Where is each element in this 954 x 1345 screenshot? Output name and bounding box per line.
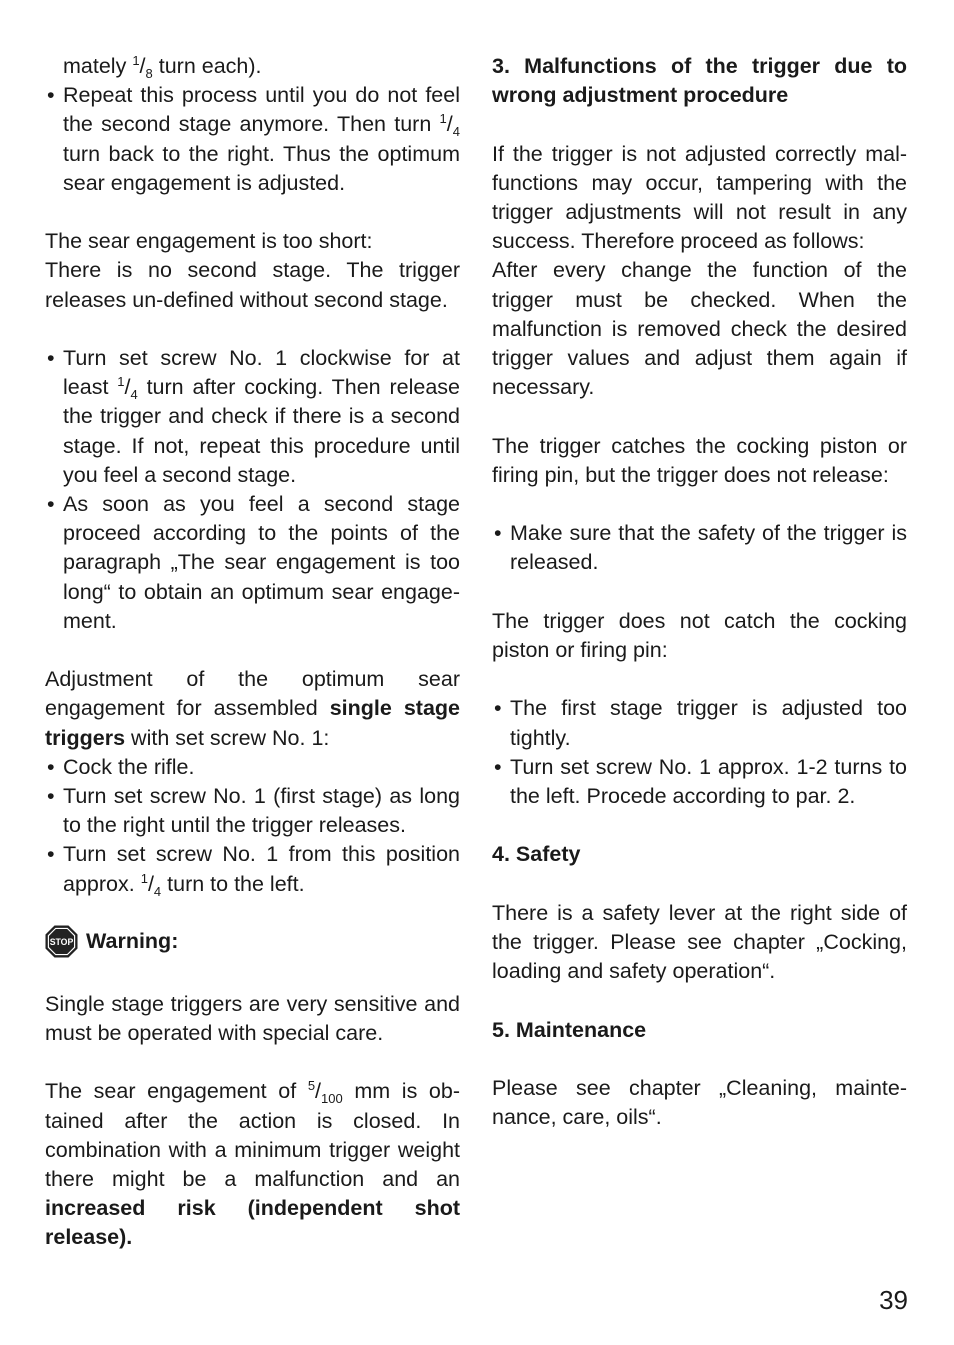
- bullet-turn-right: • Turn set screw No. 1 (first stage) as long to the right until the trigger releases.: [45, 782, 460, 840]
- fraction-denominator: 100: [321, 1091, 343, 1107]
- svg-text:STOP: STOP: [49, 936, 74, 947]
- short-title: The sear engagement is too short:: [45, 229, 373, 254]
- fraction-denominator: 8: [145, 66, 153, 81]
- section-3-paragraph-2: After every change the function of the trigger must be checked. When the malfunction is removed check the desired trigger values and adjust them again if necessary.: [492, 258, 907, 400]
- bold-text: increased risk (independent shot release).: [45, 1196, 460, 1250]
- fraction-numerator: 1: [439, 111, 447, 127]
- continued-text: [45, 52, 460, 81]
- adjustment-intro: [45, 665, 460, 753]
- text: Turn set screw No. 1 clockwise for at least: [63, 346, 460, 400]
- section-5-text: Please see chapter „Cleaning, mainte-nance, care, oils“.: [492, 1075, 907, 1130]
- section-3-paragraph-4: The trigger does not catch the cocking piston or firing pin:: [492, 608, 907, 662]
- fraction: $^5/_{100}$: [307, 1078, 343, 1107]
- bullet-cock: • Cock the rifle.: [45, 753, 460, 782]
- right-column: [492, 52, 907, 1132]
- bullet-turn-left: [45, 840, 460, 898]
- text: turn after cocking. Then release the trigger and check if there is a second stage. If not, repeat this procedure until you feel a second stage.: [63, 375, 460, 487]
- section-3-title: 3. Malfunctions of the trigger due to wrong adjustment procedure: [492, 54, 907, 108]
- warning-heading: [45, 925, 460, 958]
- fraction-denominator: 4: [130, 387, 138, 403]
- bullet-first-stage-tight: • The first stage trigger is adjusted too tightly.: [492, 694, 907, 752]
- section-3-paragraph-3: The trigger catches the cocking piston or firing pin, but the trigger does not release:: [492, 433, 907, 487]
- page-number: 39: [879, 1285, 908, 1315]
- fraction-numerator: 5: [307, 1078, 316, 1094]
- text: The sear engagement of: [45, 1079, 297, 1104]
- fraction: $^1/_4$: [117, 374, 138, 403]
- fraction: $^1/_8$: [132, 53, 153, 81]
- fraction: $^1/_4$: [140, 870, 162, 899]
- bold-text: single stage triggers: [45, 696, 460, 750]
- fraction-numerator: 1: [140, 870, 148, 886]
- bullet-second-stage: • As soon as you feel a second stage proceed according to the points of the paragraph „The sear engagement is too long“ to obtain an optimum sear engage-ment.: [45, 490, 460, 636]
- section-5-title: 5. Maintenance: [492, 1017, 647, 1042]
- left-column: [45, 52, 460, 1253]
- text: turn to the left.: [167, 871, 305, 896]
- text: Repeat this process until you do not feel the second stage anymore. Then turn: [63, 83, 460, 137]
- text: Turn set screw No. 1 from this position approx.: [63, 842, 460, 896]
- short-desc: There is no second stage. The trigger releases un-defined without second stage.: [45, 258, 460, 312]
- text: mm is ob-tained after the action is closed. In combination with a minimum trigger weight there might be a malfunction and an: [45, 1079, 461, 1192]
- warning-text: Single stage triggers are very sensitive and must be operated with special care.: [45, 991, 460, 1046]
- section-4-text: There is a safety lever at the right side of the trigger. Please see chapter „Cocking, loading and safety operation“.: [492, 900, 907, 984]
- fraction-numerator: 1: [117, 374, 125, 390]
- fraction-denominator: 4: [153, 883, 162, 899]
- text: mately: [63, 54, 127, 78]
- text: turn back to the right. Thus the optimum sear engagement is adjusted.: [63, 141, 460, 195]
- fraction-denominator: 4: [452, 124, 460, 140]
- section-4-title: 4. Safety: [492, 842, 581, 867]
- fraction-numerator: 1: [132, 53, 140, 68]
- text: Adjustment of the optimum sear engagement for assembled: [45, 667, 460, 721]
- text: turn each).: [158, 54, 262, 78]
- section-3-paragraph-1: If the trigger is not adjusted correctly mal-functions may occur, tampering with the trigger adjustments will not result in any success. Therefore proceed as follows:: [492, 141, 907, 254]
- sear-engagement-text: [45, 1077, 460, 1252]
- bullet-turn-clockwise: [45, 344, 460, 490]
- warning-label: Warning:: [86, 928, 179, 953]
- bullet-safety-released: • Make sure that the safety of the trigger is released.: [492, 519, 907, 577]
- stop-sign-icon: [45, 925, 78, 958]
- text: with set screw No. 1:: [131, 725, 330, 750]
- bullet-turn-screw: • Turn set screw No. 1 approx. 1-2 turns to the left. Procede according to par. 2.: [492, 753, 907, 811]
- bullet-repeat: [45, 81, 460, 198]
- fraction: $^1/_4$: [439, 111, 460, 140]
